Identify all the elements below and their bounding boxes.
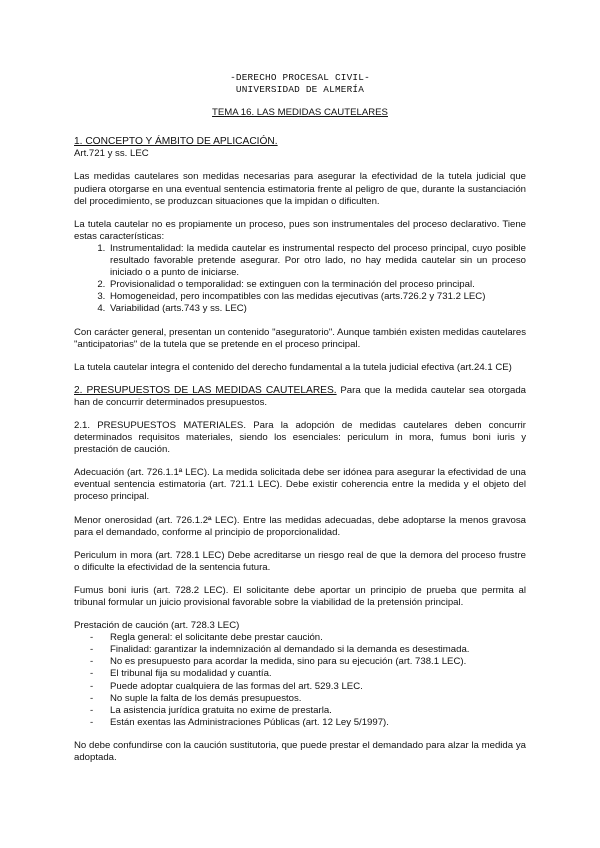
section2-heading-paragraph xyxy=(74,385,526,409)
section1-reference: Art.721 y ss. LEC xyxy=(74,148,149,160)
list-item: - Están exentas las Administraciones Públicas (art. 12 Ley 5/1997). xyxy=(90,717,526,729)
list-item: 1. Instrumentalidad: la medida cautelar es instrumental respecto del proceso principal, cuyo posible resultado favorable pretende asegurar. Por otro lado, no hay medida cautelar sin un proceso iniciado o a punto de iniciarse. xyxy=(108,243,526,279)
list-item: - Finalidad: garantizar la indemnización al demandado si la demanda es desestimada. xyxy=(90,644,526,656)
periculum-paragraph: Periculum in mora (art. 728.1 LEC) Debe acreditarse un riesgo real de que la demora del proceso frustre o dificulte la efectividad de la sentencia futura. xyxy=(74,549,526,573)
section2-paragraph-1: 2.1. PRESUPUESTOS MATERIALES. Para la adopción de medidas cautelares deben concurrir determinados requisitos materiales, siendo los esenciales: periculum in mora, fumus boni iuris y prestación de caución. xyxy=(74,419,526,456)
section1-paragraph-3: Con carácter general, presentan un contenido "aseguratorio". Aunque también existen medidas cautelares "anticipatorias" de la tutela que se pretende en el proceso principal. xyxy=(74,326,526,350)
section2-title: 2. PRESUPUESTOS DE LAS MEDIDAS CAUTELARES. xyxy=(74,384,337,396)
list-item: 4. Variabilidad (arts.743 y ss. LEC) xyxy=(108,303,526,315)
list-item: 3. Homogeneidad, pero incompatibles con las medidas ejecutivas (arts.726.2 y 731.2 LEC) xyxy=(108,291,526,303)
adecuacion-paragraph: Adecuación (art. 726.1.1ª LEC). La medida solicitada debe ser idónea para asegurar la efectividad de una eventual sentencia estimatoria (art. 721.1 LEC). Debe existir coherencia entre la medida y el objeto del proceso principal. xyxy=(74,467,526,503)
list-item: 2. Provisionalidad o temporalidad: se extinguen con la terminación del proceso principal. xyxy=(108,279,526,291)
university-name: UNIVERSIDAD DE ALMERÍA xyxy=(235,84,365,96)
list-item: - Regla general: el solicitante debe prestar caución. xyxy=(90,632,526,644)
caucion-title: Prestación de caución (art. 728.3 LEC) xyxy=(74,620,240,632)
list-item: - El tribunal fija su modalidad y cuantía. xyxy=(90,668,526,680)
list-item: - La asistencia jurídica gratuita no exime de prestarla. xyxy=(90,705,526,717)
fumus-paragraph: Fumus boni iuris (art. 728.2 LEC). El solicitante debe aportar un principio de prueba que permita al tribunal formular un juicio provisional favorable sobre la viabilidad de la pretensión principal. xyxy=(74,584,526,608)
topic-title: TEMA 16. LAS MEDIDAS CAUTELARES xyxy=(212,107,388,119)
course-title: -DERECHO PROCESAL CIVIL- xyxy=(230,72,370,83)
list-item: - No suple la falta de los demás presupuestos. xyxy=(90,693,526,705)
section2-intro: Para que la medida cautelar sea otorgada han de concurrir determinados presupuestos. xyxy=(74,384,526,408)
section1-paragraph-1: Las medidas cautelares son medidas necesarias para asegurar la efectividad de la tutela judicial que pudiera otorgarse en una eventual sentencia estimatoria frente al peligro de que, durante la sustanciación del procedimiento, se produzcan situaciones que la impidan o dificulten. xyxy=(74,171,526,207)
characteristics-list xyxy=(74,243,526,316)
list-item: - Puede adoptar cualquiera de las formas del art. 529.3 LEC. xyxy=(90,681,526,693)
closing-paragraph: No debe confundirse con la caución sustitutoria, que puede prestar el demandado para alzar la medida ya adoptada. xyxy=(74,739,526,764)
caucion-list xyxy=(74,632,526,729)
list-item: - No es presupuesto para acordar la medida, sino para su ejecución (art. 738.1 LEC). xyxy=(90,656,526,668)
section1-title: 1. CONCEPTO Y ÁMBITO DE APLICACIÓN. xyxy=(74,136,278,148)
document-page xyxy=(74,68,526,764)
section1-paragraph-2: La tutela cautelar no es propiamente un proceso, pues son instrumentales del proceso declarativo. Tiene estas características: xyxy=(74,218,526,242)
section1-paragraph-4: La tutela cautelar integra el contenido del derecho fundamental a la tutela judicial efectiva (art.24.1 CE) xyxy=(74,361,512,373)
menor-onerosidad-paragraph: Menor onerosidad (art. 726.1.2ª LEC). Entre las medidas adecuadas, debe adoptarse la menos gravosa para el demandado, conforme al principio de proporcionalidad. xyxy=(74,514,526,538)
